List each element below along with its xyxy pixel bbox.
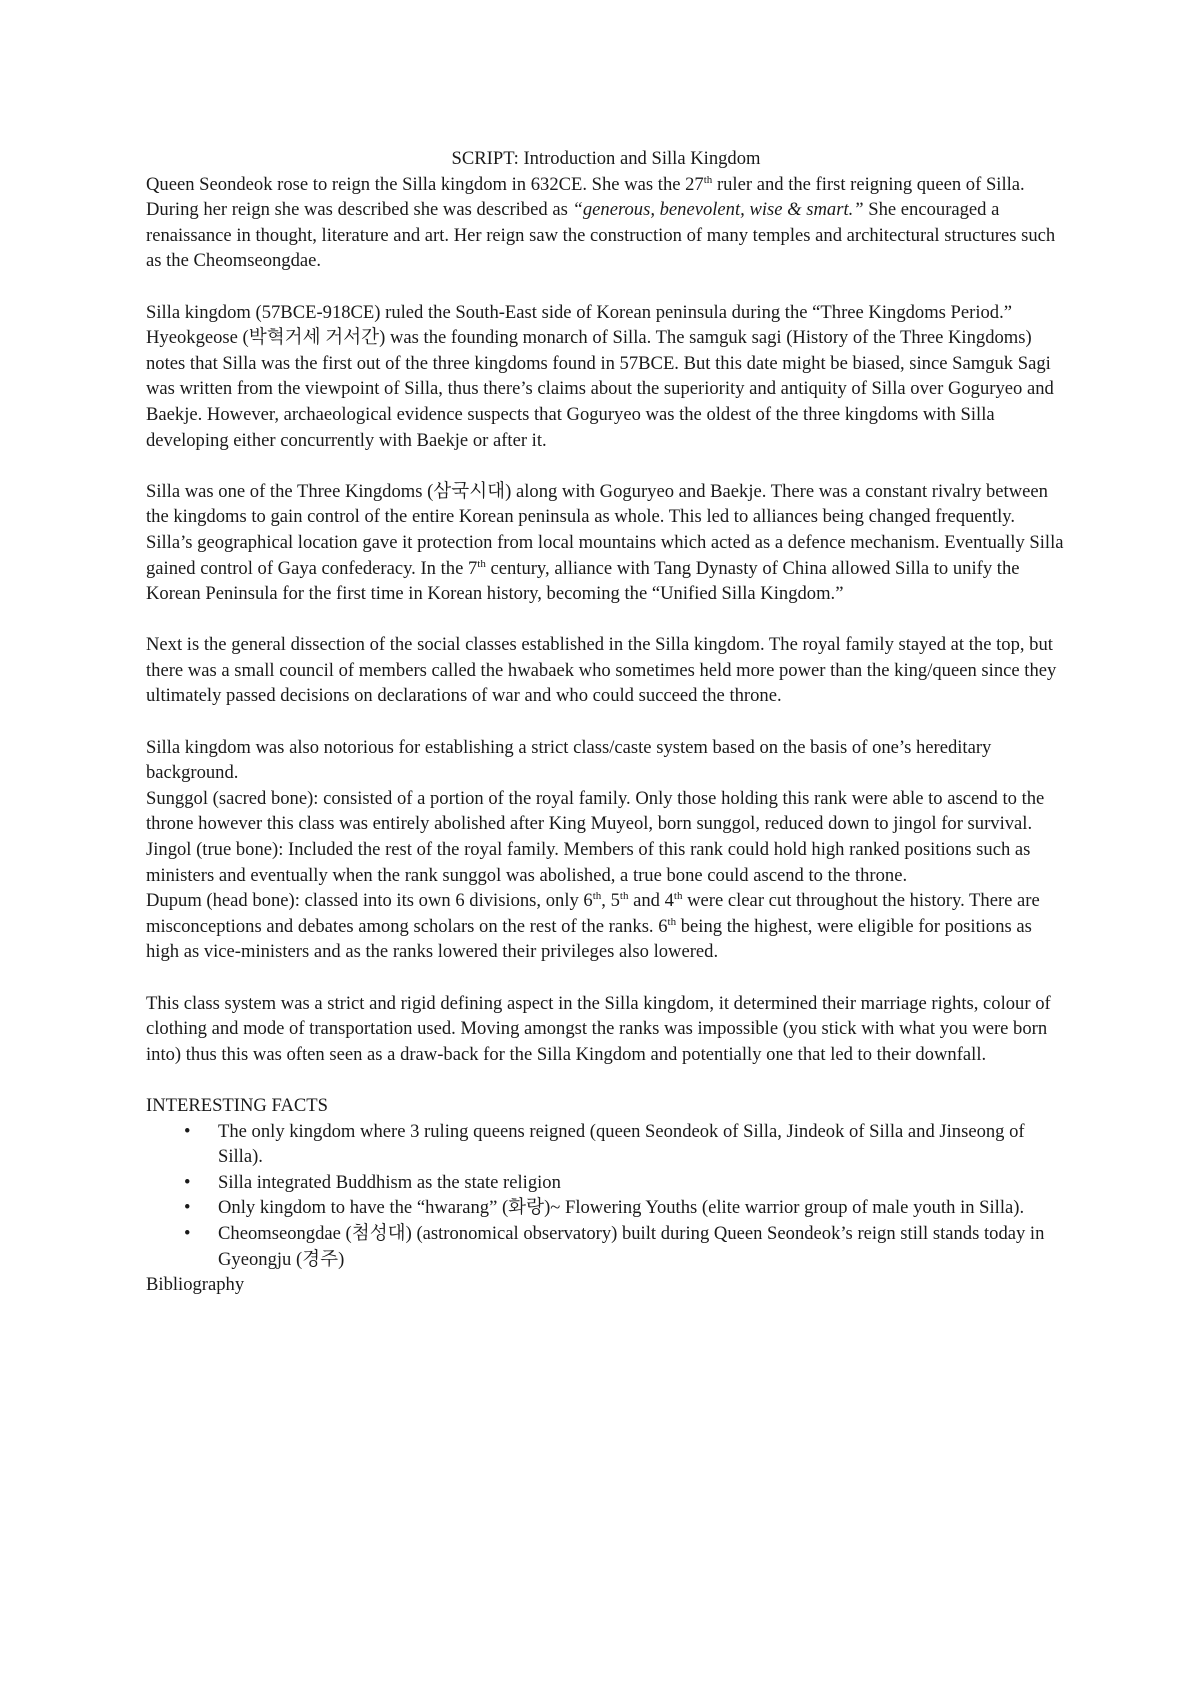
bullet-icon: • — [184, 1222, 191, 1244]
paragraph-text: Queen Seondeok rose to reign the Silla kingdom in 632CE. She was the 27 — [146, 173, 704, 195]
ordinal-suffix: th — [667, 915, 677, 928]
document-title: SCRIPT: Introduction and Silla Kingdom — [451, 148, 761, 169]
paragraph-gap — [146, 1067, 1066, 1093]
paragraph-dupum — [146, 888, 1066, 965]
bullet-icon: • — [184, 1171, 191, 1193]
ordinal-suffix: th — [703, 173, 713, 186]
bullet-icon: • — [184, 1120, 191, 1142]
paragraph-gap — [146, 453, 1066, 479]
paragraph-text: being the highest, were eligible for positions as high as vice-ministers and as the ranks lowered their privileges also lowered. — [146, 915, 1032, 963]
list-item — [146, 1170, 1066, 1196]
paragraph-silla-kingdom: Silla kingdom (57BCE-918CE) ruled the South-East side of Korean peninsula during the “Three Kingdoms Period.” Hyeokgeose (박혁거세 거서간) was the founding monarch of Silla. The samguk sagi (History of the Three Kingdoms) notes that Silla was the first out of the three kingdoms found in 57BCE. But this date might be biased, since Samguk Sagi was written from the viewpoint of Silla, thus there’s claims about the superiority and antiquity of Silla over Goguryeo and Baekje. However, archaeological evidence suspects that Goguryeo was the oldest of the three kingdoms with Silla developing either concurrently with Baekje or after it. — [146, 301, 1054, 451]
list-item — [146, 1195, 1066, 1221]
list-item-text: Cheomseongdae (첨성대) (astronomical observatory) built during Queen Seondeok’s reign still stands today in Gyeongju (경주) — [218, 1222, 1045, 1270]
list-item-text: The only kingdom where 3 ruling queens reigned (queen Seondeok of Silla, Jindeok of Silla and Jinseong of Silla). — [218, 1120, 1025, 1168]
paragraph-text: , 5 — [601, 890, 620, 912]
ordinal-suffix: th — [619, 890, 629, 903]
list-item-text: Silla integrated Buddhism as the state religion — [218, 1171, 561, 1193]
paragraph-sunggol: Sunggol (sacred bone): consisted of a portion of the royal family. Only those holding this rank were able to ascend to the throne however this class was entirely abolished after King Muyeol, born sunggol, reduced down to jingol for survival. — [146, 787, 1045, 835]
list-item-text: Only kingdom to have the “hwarang” (화랑)~ Flowering Youths (elite warrior group of male youth in Silla). — [218, 1197, 1025, 1219]
list-item — [146, 1221, 1066, 1272]
paragraph-text: She encouraged a renaissance in thought, literature and art. Her reign saw the construction of many temples and architectural structures such as the Cheomseongdae. — [146, 199, 1056, 272]
ordinal-suffix: th — [592, 890, 602, 903]
paragraph-class-system: This class system was a strict and rigid defining aspect in the Silla kingdom, it determined their marriage rights, colour of clothing and mode of transportation used. Moving amongst the ranks was impossible (you stick with what you were born into) thus this was often seen as a draw-back for the Silla Kingdom and potentially one that led to their downfall. — [146, 992, 1051, 1065]
paragraph-gap — [146, 274, 1066, 300]
facts-heading: INTERESTING FACTS — [146, 1094, 328, 1116]
ordinal-suffix: th — [477, 557, 486, 570]
paragraph-queen-seondeok — [146, 172, 1066, 274]
paragraph-gap — [146, 709, 1066, 735]
paragraph-jingol: Jingol (true bone): Included the rest of the royal family. Members of this rank could hold high ranked positions such as ministers and eventually when the rank sunggol was abolished, a true bone could ascend to the throne. — [146, 839, 1031, 886]
paragraph-text: Dupum (head bone): classed into its own 6 divisions, only 6 — [146, 890, 593, 912]
bibliography-heading: Bibliography — [146, 1274, 245, 1296]
italic-quote: “generous, benevolent, wise & smart.” — [572, 199, 864, 221]
facts-list — [146, 1119, 1066, 1273]
paragraph-text: ruler and the first reigning queen of Silla. During her reign she was described she was described as — [146, 173, 1025, 221]
paragraph-text: Silla was one of the Three Kingdoms (삼국시대) along with Goguryeo and Baekje. There was a constant rivalry between the kingdoms to gain control of the entire Korean peninsula as whole. This led to alliances being changed frequently. Silla’s geographical location gave it protection from local mountains which acted as a defence mechanism. Eventually Silla gained control of Gaya confederacy. In the 7 — [146, 480, 1064, 579]
paragraph-text: and 4 — [628, 890, 674, 912]
paragraph-caste-intro: Silla kingdom was also notorious for establishing a strict class/caste system based on the basis of one’s hereditary background. — [146, 736, 992, 784]
paragraph-text: were clear cut throughout the history. There are misconceptions and debates among scholars on the rest of the ranks. 6 — [146, 890, 1040, 937]
ordinal-suffix: th — [673, 890, 683, 903]
document-body — [146, 146, 1066, 1298]
paragraph-three-kingdoms — [146, 479, 1066, 607]
bullet-icon: • — [184, 1197, 191, 1219]
list-item — [146, 1119, 1066, 1170]
paragraph-social-classes: Next is the general dissection of the social classes established in the Silla kingdom. The royal family stayed at the top, but there was a small council of members called the hwabaek who sometimes held more power than the king/queen since they ultimately passed decisions on declarations of war and who could succeed the throne. — [146, 634, 1057, 707]
paragraph-text: century, alliance with Tang Dynasty of China allowed Silla to unify the Korean Peninsula for the first time in Korean history, becoming the “Unified Silla Kingdom.” — [146, 557, 1020, 605]
paragraph-gap — [146, 965, 1066, 991]
paragraph-gap — [146, 607, 1066, 633]
